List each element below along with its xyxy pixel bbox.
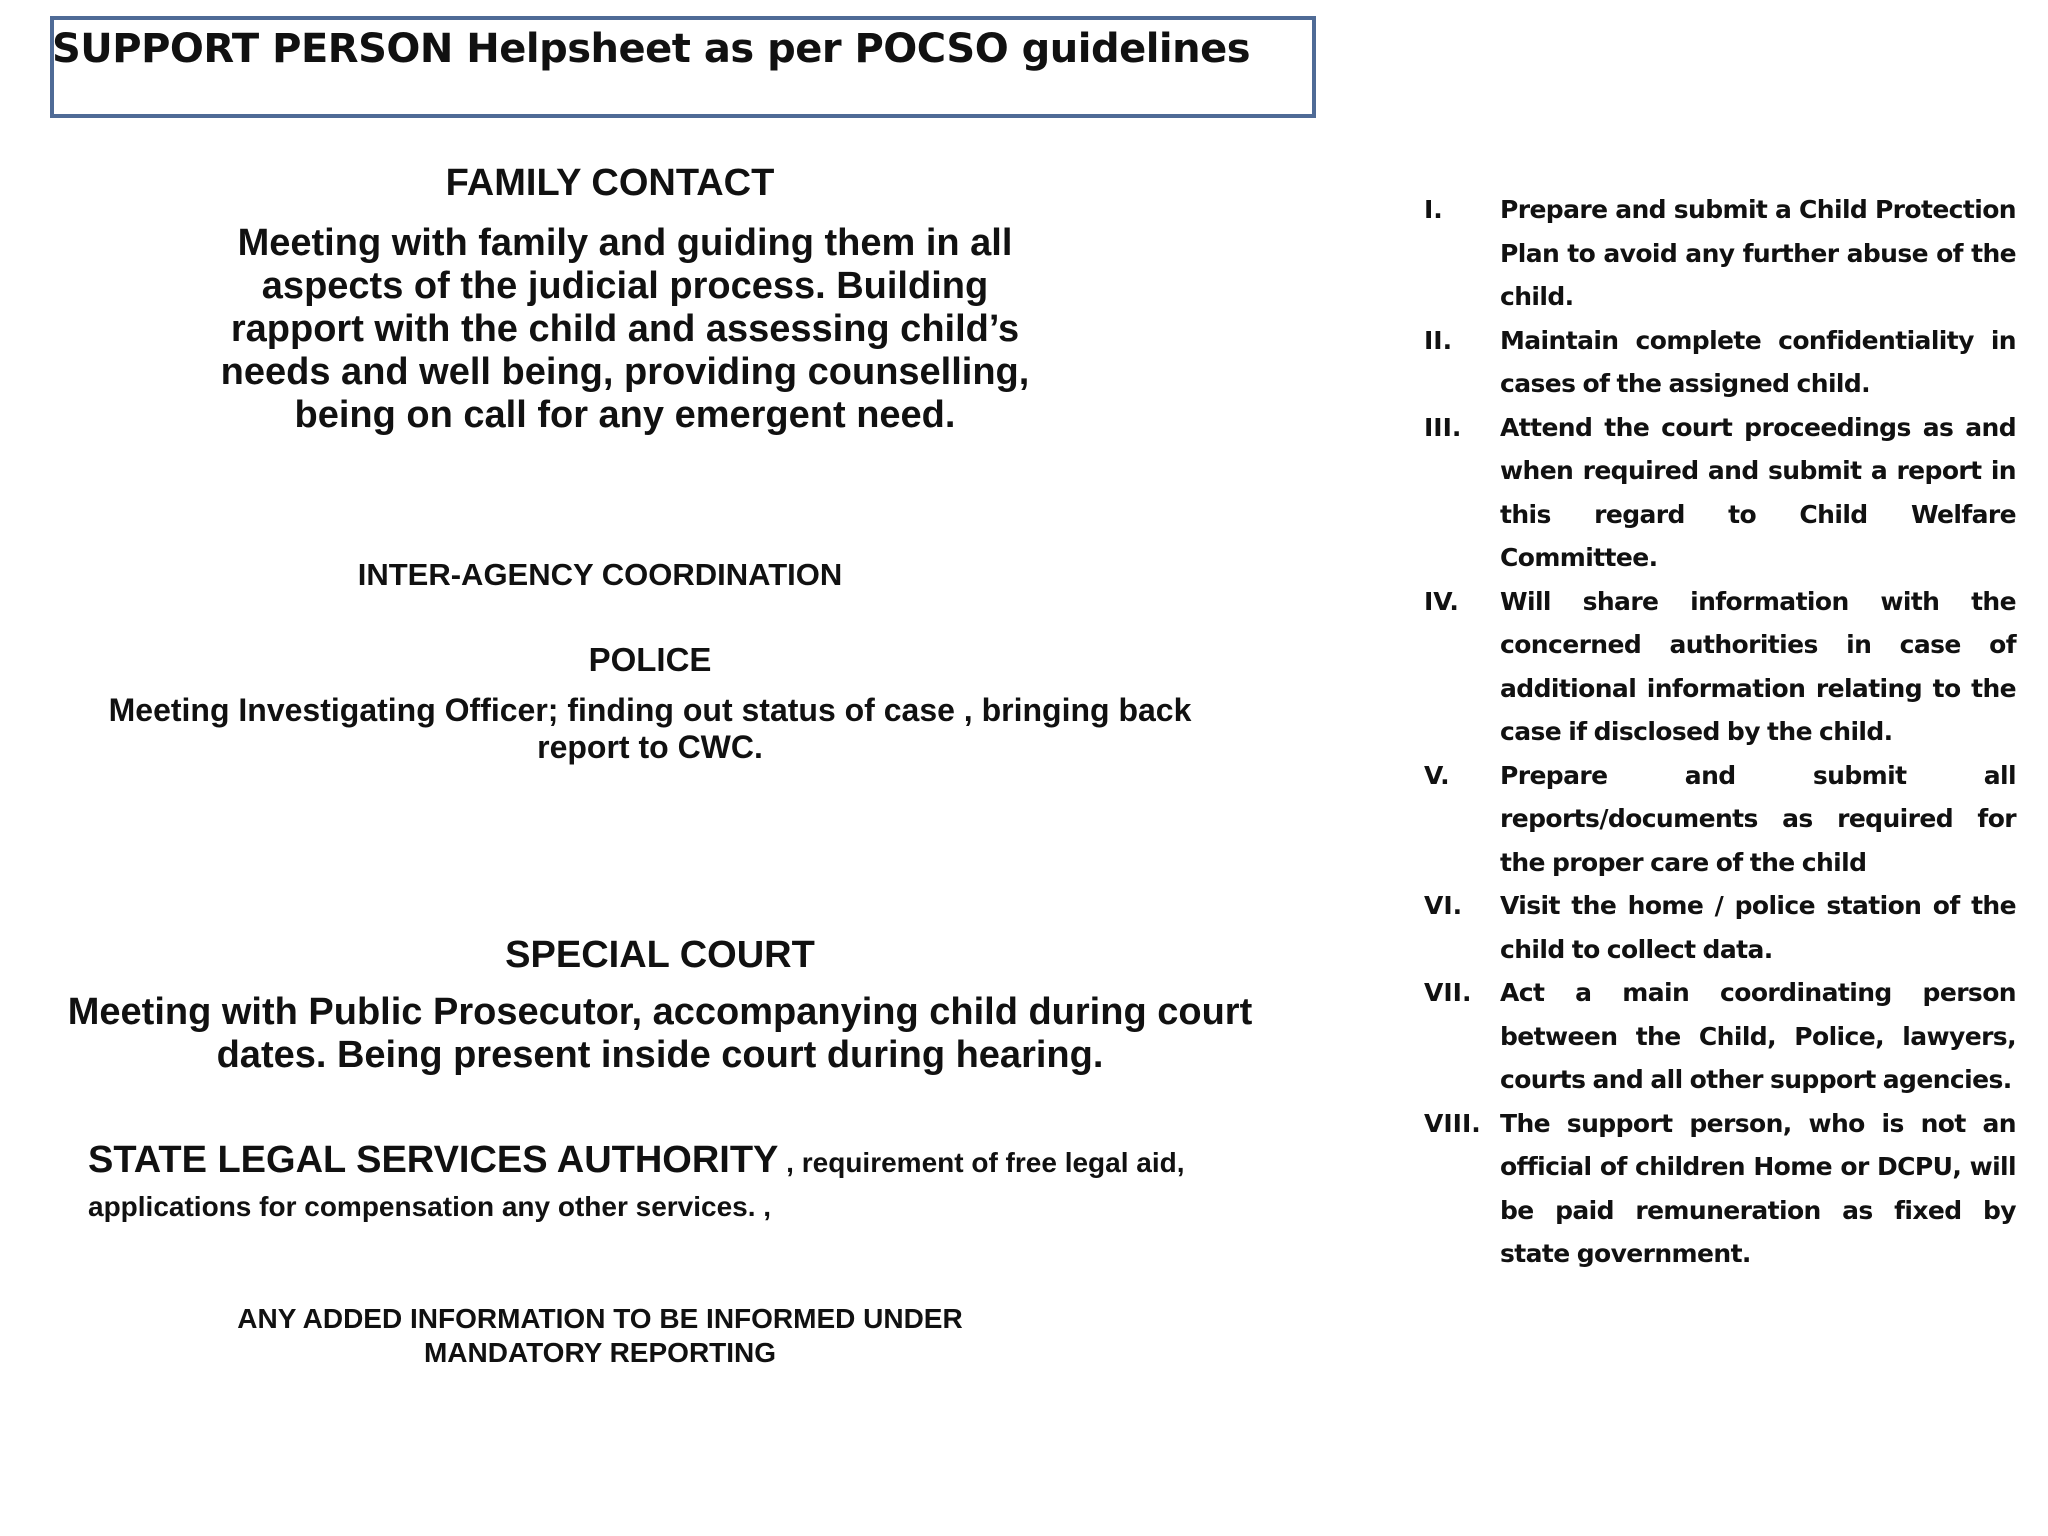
slsa-section: [88, 1138, 1318, 1229]
police-heading: POLICE: [588, 641, 712, 678]
special-court-body: Meeting with Public Prosecutor, accompanying child during court dates. Being present inside court during hearing.: [67, 991, 1253, 1076]
list-item: [1424, 406, 2016, 580]
list-item-text: The support person, who is not an official of children Home or DCPU, will be paid remuneration as fixed by state government.: [1500, 1108, 2016, 1268]
list-item-text: Will share information with the concerned authorities in case of additional information relating to the case if disclosed by the child.: [1500, 586, 2016, 746]
list-item-number: VII.: [1424, 978, 1472, 1007]
list-item: [1424, 1102, 2016, 1276]
list-item: [1424, 884, 2016, 971]
list-item-text: Prepare and submit all reports/documents as required for the proper care of the child: [1500, 760, 2016, 877]
list-item-number: VIII.: [1424, 1108, 1481, 1138]
inter-agency-heading: INTER-AGENCY COORDINATION: [357, 557, 843, 592]
list-item: [1424, 188, 2016, 319]
list-item-number: III.: [1424, 412, 1462, 442]
duties-list: [1424, 188, 2016, 1276]
page-title: SUPPORT PERSON Helpsheet as per POCSO guidelines: [52, 26, 1251, 72]
list-item: [1424, 971, 2016, 1102]
list-item: [1424, 319, 2016, 406]
special-court-heading: SPECIAL COURT: [505, 934, 815, 976]
list-item-text: Attend the court proceedings as and when required and submit a report in this regard to Child Welfare Committee.: [1500, 412, 2016, 572]
list-item: [1424, 754, 2016, 885]
police-body: Meeting Investigating Officer; finding out status of case , bringing back report to CWC.: [108, 692, 1192, 765]
slsa-heading: STATE LEGAL SERVICES AUTHORITY: [88, 1139, 779, 1181]
list-item-number: IV.: [1424, 586, 1459, 616]
family-contact-heading: FAMILY CONTACT: [445, 162, 775, 204]
list-item-number: II.: [1424, 325, 1453, 355]
family-contact-body: Meeting with family and guiding them in all aspects of the judicial process. Building rapport with the child and assessing child’s needs and well being, providing counselling, being on call for any emergent need.: [220, 222, 1030, 436]
list-item: [1424, 580, 2016, 754]
slsa-body: , requirement of free legal aid, applications for compensation any other services. ,: [88, 1147, 1185, 1222]
list-item-text: Maintain complete confidentiality in cases of the assigned child.: [1500, 325, 2016, 398]
list-item-text: Act a main coordinating person between the Child, Police, lawyers, courts and all other support agencies.: [1500, 978, 2016, 1094]
added-info-note: ANY ADDED INFORMATION TO BE INFORMED UNDER MANDATORY REPORTING: [237, 1303, 963, 1368]
list-item-number: I.: [1424, 195, 1443, 224]
list-item-text: Visit the home / police station of the child to collect data.: [1500, 891, 2016, 964]
list-item-number: VI.: [1424, 891, 1463, 920]
list-item-number: V.: [1424, 760, 1450, 790]
list-item-text: Prepare and submit a Child Protection Plan to avoid any further abuse of the child.: [1500, 195, 2016, 311]
